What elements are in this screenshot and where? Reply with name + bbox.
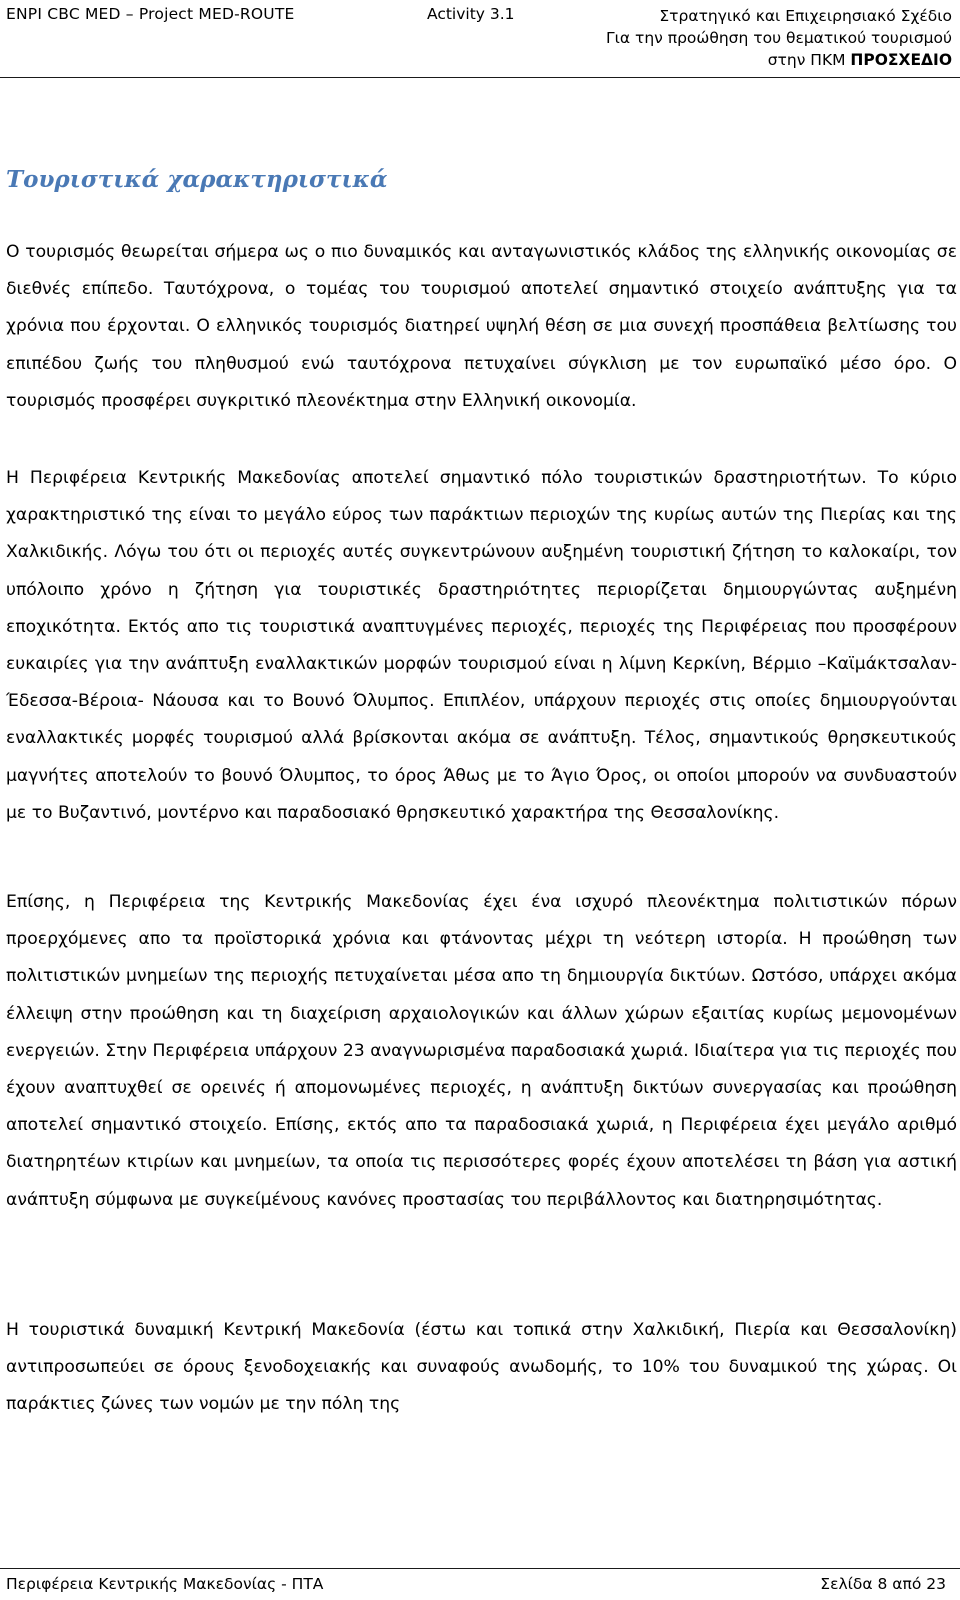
header-plan-line-2: Για την προώθηση του θεματικού τουρισμού xyxy=(605,29,952,47)
header-plan-line-3 xyxy=(606,49,952,71)
header-activity: Activity 3.1 xyxy=(427,5,515,23)
section-title: Τουριστικά χαρακτηριστικά xyxy=(6,166,388,193)
paragraph-cultural-resources: Επίσης, η Περιφέρεια της Κεντρικής Μακεδονίας έχει ένα ισχυρό πλεονέκτημα πολιτιστικών πόρων προερχόμενες απο τα προϊστορικά χρόνια και φτάνοντας μέχρι τη νεότερη ιστορία. Η προώθηση των πολιτιστικών μνημείων της περιοχής πετυχαίνεται μέσα απο τη δημιουργία δικτύων. Ωστόσο, υπάρχει ακόμα έλλειψη στην προώθηση και τη διαχείριση αρχαιολογικών και άλλων χώρων εξαιτίας κυρίως μεμονομένων ενεργειών. Στην Περιφέρεια υπάρχουν 23 αναγνωρισμένα παραδοσιακά χωριά. Ιδιαίτερα για τις περιοχές που έχουν αναπτυχθεί σε ορεινές ή απομονωμένες περιοχές, η ανάπτυξη δικτύων συνεργασίας και προώθηση αποτελεί σημαντικό στοιχείο. Επίσης, εκτός απο τα παραδοσιακά χωριά, η Περιφέρεια έχει μεγάλο αριθμό διατηρητέων κτιρίων και μνημείων, τα οποία τις περισσότερες φορές έχουν αποτελέσει τη βάση για αστική ανάπτυξη σύμφωνα με συγκείμένους κανόνες προστασίας του περιβάλλοντος και διατηρησιμότητας. xyxy=(6,892,957,1210)
page-footer xyxy=(0,1568,960,1600)
footer-organization: Περιφέρεια Κεντρικής Μακεδονίας - ΠΤΑ xyxy=(6,1575,324,1593)
header-plan-title xyxy=(606,5,952,71)
header-plan-line-1: Στρατηγικό και Επιχειρησιακό Σχέδιο xyxy=(659,7,952,25)
paragraph-region-tourism-activities: Η Περιφέρεια Κεντρικής Μακεδονίας αποτελεί σημαντικό πόλο τουριστικών δραστηριοτήτων. Το κύριο χαρακτηριστικό της είναι το μεγάλο εύρος των παράκτιων περιοχών της κυρίως αυτών της Πιερίας και της Χαλκιδικής. Λόγω του ότι οι περιοχές αυτές συγκεντρώνουν αυξημένη τουριστική ζήτηση το καλοκαίρι, τον υπόλοιπο χρόνο η ζήτηση για τουριστικές δραστηριότητες περιορίζεται δημιουργώντας αυξημένη εποχικότητα. Εκτός απο τις τουριστικά αναπτυγμένες περιοχές, περιοχές της Περιφέρειας που προσφέρουν ευκαιρίες για την ανάπτυξη εναλλακτικών μορφών τουρισμού είναι η λίμνη Κερκίνη, Βέρμιο –Καϊμάκτσαλαν-Έδεσσα-Βέροια- Νάουσα και το Βουνό Όλυμπος. Επιπλέον, υπάρχουν περιοχές στις οποίες δημιουργούνται εναλλακτικές μορφές τουρισμού αλλά βρίσκονται ακόμα σε ανάπτυξη. Τέλος, σημαντικούς θρησκευτικούς μαγνήτες αποτελούν το βουνό Όλυμπος, το όρος Άθως με το Άγιο Όρος, οι οποίοι μπορούν να συνδυαστούν με το Βυζαντινό, μοντέρνο και παραδοσιακό θρησκευτικό χαρακτήρα της Θεσσαλονίκης. xyxy=(6,468,957,823)
paragraph-tourism-capacity: Η τουριστικά δυναμική Κεντρική Μακεδονία (έστω και τοπικά στην Χαλκιδική, Πιερία και Θεσσαλονίκη) αντιπροσωπεύει σε όρους ξενοδοχειακής και συναφούς ανωδομής, το 10% του δυναμικού της χώρας. Οι παράκτιες ζώνες των νομών με την πόλη της xyxy=(6,1320,957,1415)
header-plan-line-3-prefix: στην ΠΚΜ xyxy=(767,51,846,69)
paragraph-tourism-overview: Ο τουρισμός θεωρείται σήμερα ως ο πιο δυναμικός και ανταγωνιστικός κλάδος της ελληνικής οικονομίας σε διεθνές επίπεδο. Ταυτόχρονα, ο τομέας του τουρισμού αποτελεί σημαντικό στοιχείο ανάπτυξης για τα χρόνια που έρχονται. Ο ελληνικός τουρισμός διατηρεί υψηλή θέση σε μια συνεχή προσπάθεια βελτίωσης του επιπέδου ζωής του πληθυσμού ενώ ταυτόχρονα πετυχαίνει σύγκλιση με τον ευρωπαϊκό μέσο όρο. Ο τουρισμός προσφέρει συγκριτικό πλεονέκτημα στην Ελληνική οικονομία. xyxy=(6,242,957,411)
document-body xyxy=(6,234,957,1424)
header-project-name: ENPI CBC MED – Project MED-ROUTE xyxy=(6,5,295,23)
page-header xyxy=(0,0,960,78)
page-number: Σελίδα 8 από 23 xyxy=(820,1575,946,1593)
header-draft-label: ΠΡΟΣΧΕΔΙΟ xyxy=(850,51,952,69)
